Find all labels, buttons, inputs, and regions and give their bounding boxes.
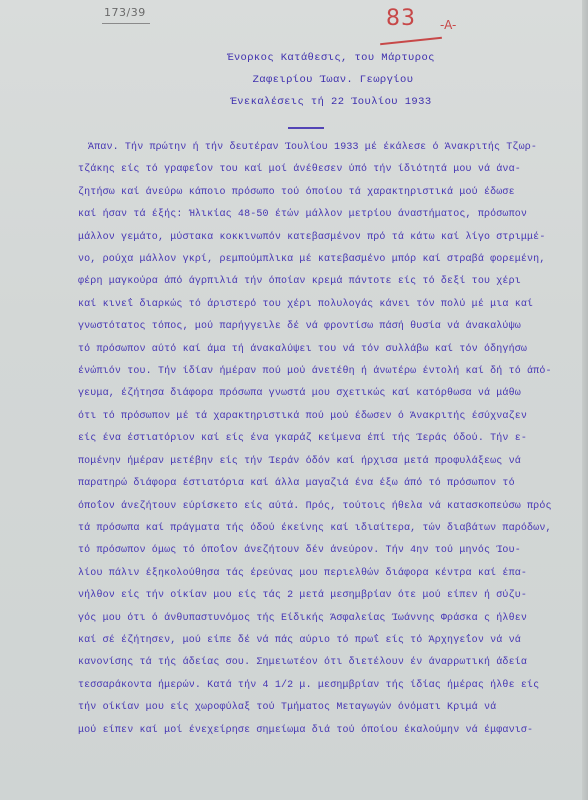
body-line: όποΐον άνεζήτουν εύρίσκετο είς αύτά. Πρός, τούτοις ήθελα νά κατασκοπεύσω πρός <box>78 500 552 512</box>
witness-name: Ζαφειρίου Ίωαν. Γεωργίου <box>252 74 414 86</box>
body-line: Άπαν. Τήν πρώτην ή τήν δευτέραν Ίουλίου 1933 μέ έκάλεσε ό Άνακριτής Τζωρ- <box>88 142 538 153</box>
document-title: Ένορκος Κατάθεσις, του Μάρτυρος <box>227 52 435 64</box>
folio-suffix: -A- <box>440 18 457 32</box>
body-line: καί κινεΐ διαρκώς τό άριστερό του χέρι πολυλογάς κάνει τόν πολύ μέ μια καί <box>78 298 534 310</box>
body-line: φέρη μαγκούρα άπό άγρπιλιά τήν όποίαν κρεμά πάντοτε είς τό δεξί του χέρι <box>78 276 521 288</box>
body-line: τήν οίκίαν μου είς χωροφύλαξ τού Τμήματος Μεταγωγών όνόματι Κριμά νά <box>78 702 497 714</box>
title-divider <box>288 127 324 129</box>
body-line: ζητήσω καί άνεύρω κάποιο πρόσωπο τού όποίου τά χαρακτηριστικά μού έδωσε <box>78 186 515 198</box>
body-line: γευμα, έζήτησα διάφορα πρόσωπα γνωστά μου σχετικώς καί κατόρθωσα νά μάθω <box>78 388 521 400</box>
deposition-date: Ένεκαλέσεις τή 22 Ίουλίου 1933 <box>230 96 432 108</box>
deposition-body <box>78 137 578 742</box>
body-line: νήλθον είς τήν οίκίαν μου είς τάς 2 μετά μεσημβρίαν ότε μού είπεν ή σύζυ- <box>78 590 528 602</box>
body-line: κανονίσης τά τής άδείας σου. Σημειωτέον ότι διετέλουν έν άναρρωτική άδεία <box>78 657 528 669</box>
body-line: ένώπιόν του. Τήν ίδίαν ήμέραν πού μού άνετέθη ή άνωτέρω έντολή καί δή τό άπό- <box>78 366 552 378</box>
body-line: καί ήσαν τά έξής: Ήλικίας 48-50 έτών μάλλον μετρίου άναστήματος, πρόσωπον <box>78 209 528 221</box>
body-line: νο, ρούχα μάλλον γκρί, ρεμπούμπλικα μέ κατεβασμένο μπόρ καί στραβά φορεμένη, <box>78 254 546 266</box>
body-line: μού είπεν καί μοί ένεχείρησε σημείωμα διά τού όποίου έκαλούμην νά έμφανισ- <box>78 724 534 736</box>
body-line: λίου πάλιν έξηκολούθησα τάς έρεύνας μου περιελθών διάφορα κέντρα καί έπα- <box>78 567 528 579</box>
folio-underline <box>380 37 442 45</box>
body-line: παρατηρώ διάφορα έστιατόρια καί άλλα μαγαζιά ένα έξω άπό τό πρόσωπον τό <box>78 478 515 490</box>
body-line: γνωστότατος τόπος, μού παρήγγειλε δέ νά φροντίσω πάσή θυσία νά άνακαλύψω <box>78 321 521 333</box>
body-line: τζάκης είς τό γραφεΐον του καί μοί άνέθεσεν ύπό τήν ίδιότητά μου νά άνα- <box>78 164 521 176</box>
body-line: πομένην ήμέραν μετέβην είς τήν Ίεράν όδόν καί ήρχισα μετά προφυλάξεως νά <box>78 455 521 467</box>
folio-number: 83 <box>386 6 416 31</box>
body-line: τεσσαράκοντα ήμερών. Κατά τήν 4 1/2 μ. μεσημβρίαν τής ίδίας ήμέρας ήλθε είς <box>78 679 540 691</box>
body-line: μάλλον γεμάτο, μύστακα κοκκινωπόν κατεβασμένον πρό τά κάτω καί λίγο στριμμέ- <box>78 231 546 243</box>
body-line: καί σέ έζήτησεν, μού είπε δέ νά πάς αύριο τό πρωΐ είς τό Άρχηγεΐον νά νά <box>78 634 521 646</box>
body-line: είς ένα έστιατόριον καί είς ένα γκαράζ κείμενα έπί τής Ίεράς όδού. Τήν ε- <box>78 433 528 445</box>
page-edge <box>582 0 588 800</box>
body-line: ότι τό πρόσωπον μέ τά χαρακτηριστικά πού μού έδωσεν ό Άνακριτής έσύχναζεν <box>78 410 528 422</box>
body-line: τό πρόσωπον αύτό καί άμα τή άνακαλύψει του νά τόν συλλάβω καί τόν όδηγήσω <box>78 343 528 355</box>
archive-reference: 173/39 <box>104 6 146 19</box>
body-line: τά πρόσωπα καί πράγματα τής όδού έκείνης καί ιδιαίτερα, τών διαβάτων παρόδων, <box>78 522 552 534</box>
body-line: τό πρόσωπον όμως τό όποΐον άνεζήτουν δέν άνεύρον. Τήν 4ην τού μηνός Ίου- <box>78 545 521 557</box>
body-line: γός μου ότι ό άνθυπαστυνόμος τής Είδικής Άσφαλείας Ίωάννης Φράσκα ς ήλθεν <box>78 612 528 624</box>
